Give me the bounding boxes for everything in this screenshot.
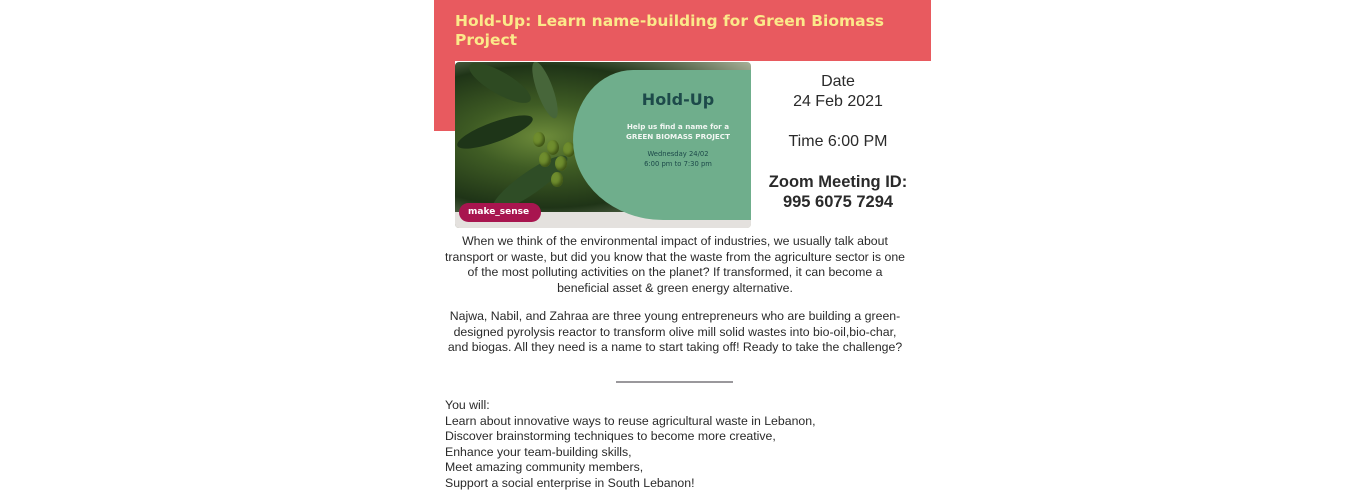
event-info bbox=[752, 72, 924, 212]
banner-schedule: Wednesday 24/02 6:00 pm to 7:30 pm bbox=[644, 150, 712, 168]
olive-decoration bbox=[533, 132, 545, 147]
olive-decoration bbox=[555, 156, 567, 171]
make-sense-logo: make_sense bbox=[459, 203, 541, 222]
benefit-item: Meet amazing community members, bbox=[445, 460, 644, 475]
leaf-decoration bbox=[527, 62, 563, 121]
benefit-item: Learn about innovative ways to reuse agricultural waste in Lebanon, bbox=[445, 413, 816, 428]
benefits-heading: You will: bbox=[445, 398, 490, 412]
olive-decoration bbox=[539, 152, 551, 167]
section-divider bbox=[616, 381, 733, 383]
description-paragraph-1: When we think of the environmental impact of industries, we usually talk about transport or waste, but did you know that the waste from the agriculture sector is one of the most polluting activities on the planet? If transformed, it can become a beneficial asset & green energy alternative. bbox=[445, 234, 905, 295]
benefit-item: Support a social enterprise in South Lebanon! bbox=[445, 475, 695, 490]
event-banner-image bbox=[455, 62, 751, 228]
date-value: 24 Feb 2021 bbox=[793, 93, 883, 110]
leaf-decoration bbox=[455, 109, 536, 155]
zoom-meeting-id: 995 6075 7294 bbox=[782, 193, 894, 211]
banner-subheading: Help us find a name for a GREEN BIOMASS PROJECT bbox=[626, 122, 730, 141]
benefit-item: Discover brainstorming techniques to become more creative, bbox=[445, 429, 776, 444]
time-value: Time 6:00 PM bbox=[788, 133, 888, 150]
zoom-label: Zoom Meeting ID: bbox=[768, 173, 908, 191]
banner-heading: Hold-Up bbox=[641, 90, 715, 109]
page-title: Hold-Up: Learn name-building for Green Biomass Project bbox=[455, 12, 885, 49]
description-paragraph-2: Najwa, Nabil, and Zahraa are three young entrepreneurs who are building a green-designed pyrolysis reactor to transform olive mill solid wastes into bio-oil,bio-char, and biogas. All they need is a name to start taking off! Ready to take the challenge? bbox=[447, 309, 903, 355]
leaf-decoration bbox=[464, 62, 536, 110]
olive-decoration bbox=[551, 172, 563, 187]
date-label: Date bbox=[821, 73, 855, 90]
benefits-list bbox=[445, 398, 865, 492]
benefit-item: Enhance your team-building skills, bbox=[445, 444, 632, 459]
header-banner-extension bbox=[434, 61, 455, 131]
